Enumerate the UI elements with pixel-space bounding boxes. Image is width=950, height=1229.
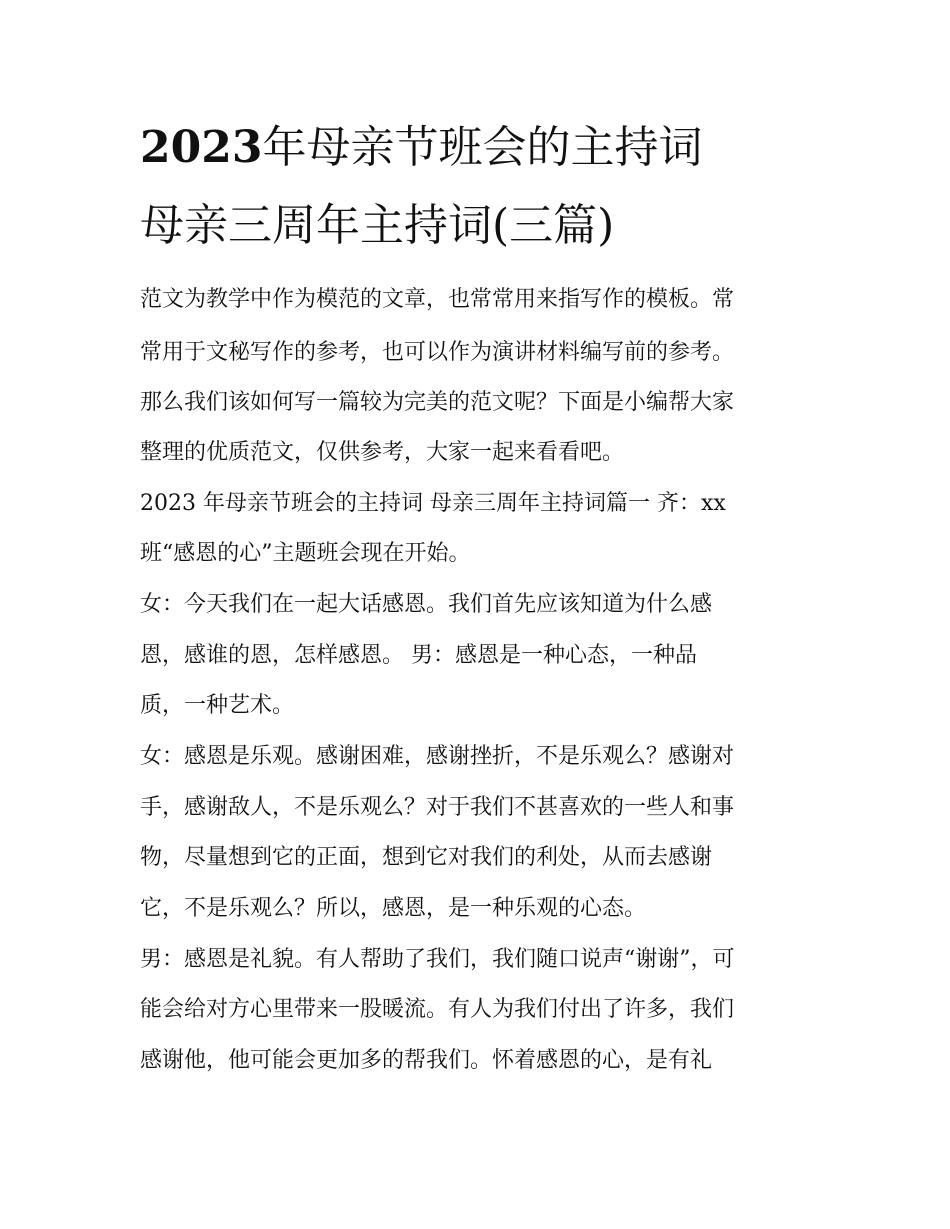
body-line: 感谢他，他可能会更加多的帮我们。怀着感恩的心，是有礼 <box>140 1048 713 1073</box>
body-line: 女：感恩是乐观。感谢困难，感谢挫折，不是乐观么？感谢对 <box>140 744 735 769</box>
body-line: 手，感谢敌人，不是乐观么？对于我们不甚喜欢的一些人和事 <box>140 795 735 820</box>
body-line: 那么我们该如何写一篇较为完美的范文呢？下面是小编帮大家 <box>140 390 735 415</box>
body-line: 男：感恩是礼貌。有人帮助了我们，我们随口说声“谢谢”，可 <box>140 947 735 972</box>
body-line: 它，不是乐观么？所以，感恩，是一种乐观的心态。 <box>140 896 647 921</box>
body-line: 整理的优质范文，仅供参考，大家一起来看看吧。 <box>140 440 625 465</box>
body-line: 女：今天我们在一起大话感恩。我们首先应该知道为什么感 <box>140 592 713 617</box>
title-text-1: 年母亲节班会的主持词 <box>262 122 703 173</box>
body-line: 2023 年母亲节班会的主持词 母亲三周年主持词篇一 齐：xx <box>140 491 726 516</box>
document-title-line-2: 母亲三周年主持词(三篇) <box>140 200 615 251</box>
body-line: 物，尽量想到它的正面，想到它对我们的利处，从而去感谢 <box>140 845 713 870</box>
body-line: 能会给对方心里带来一股暖流。有人为我们付出了许多，我们 <box>140 997 735 1022</box>
body-line: 恩，感谁的恩，怎样感恩。 男：感恩是一种心态，一种品 <box>140 643 697 668</box>
document-title-line-1 <box>140 122 702 174</box>
title-year: 2023 <box>140 122 263 173</box>
body-line: 范文为教学中作为模范的文章，也常常用来指写作的模板。常 <box>140 287 735 312</box>
body-line: 班“感恩的心”主题班会现在开始。 <box>140 541 471 566</box>
body-line: 常用于文秘写作的参考，也可以作为演讲材料编写前的参考。 <box>140 340 735 365</box>
body-line: 质，一种艺术。 <box>140 693 295 718</box>
